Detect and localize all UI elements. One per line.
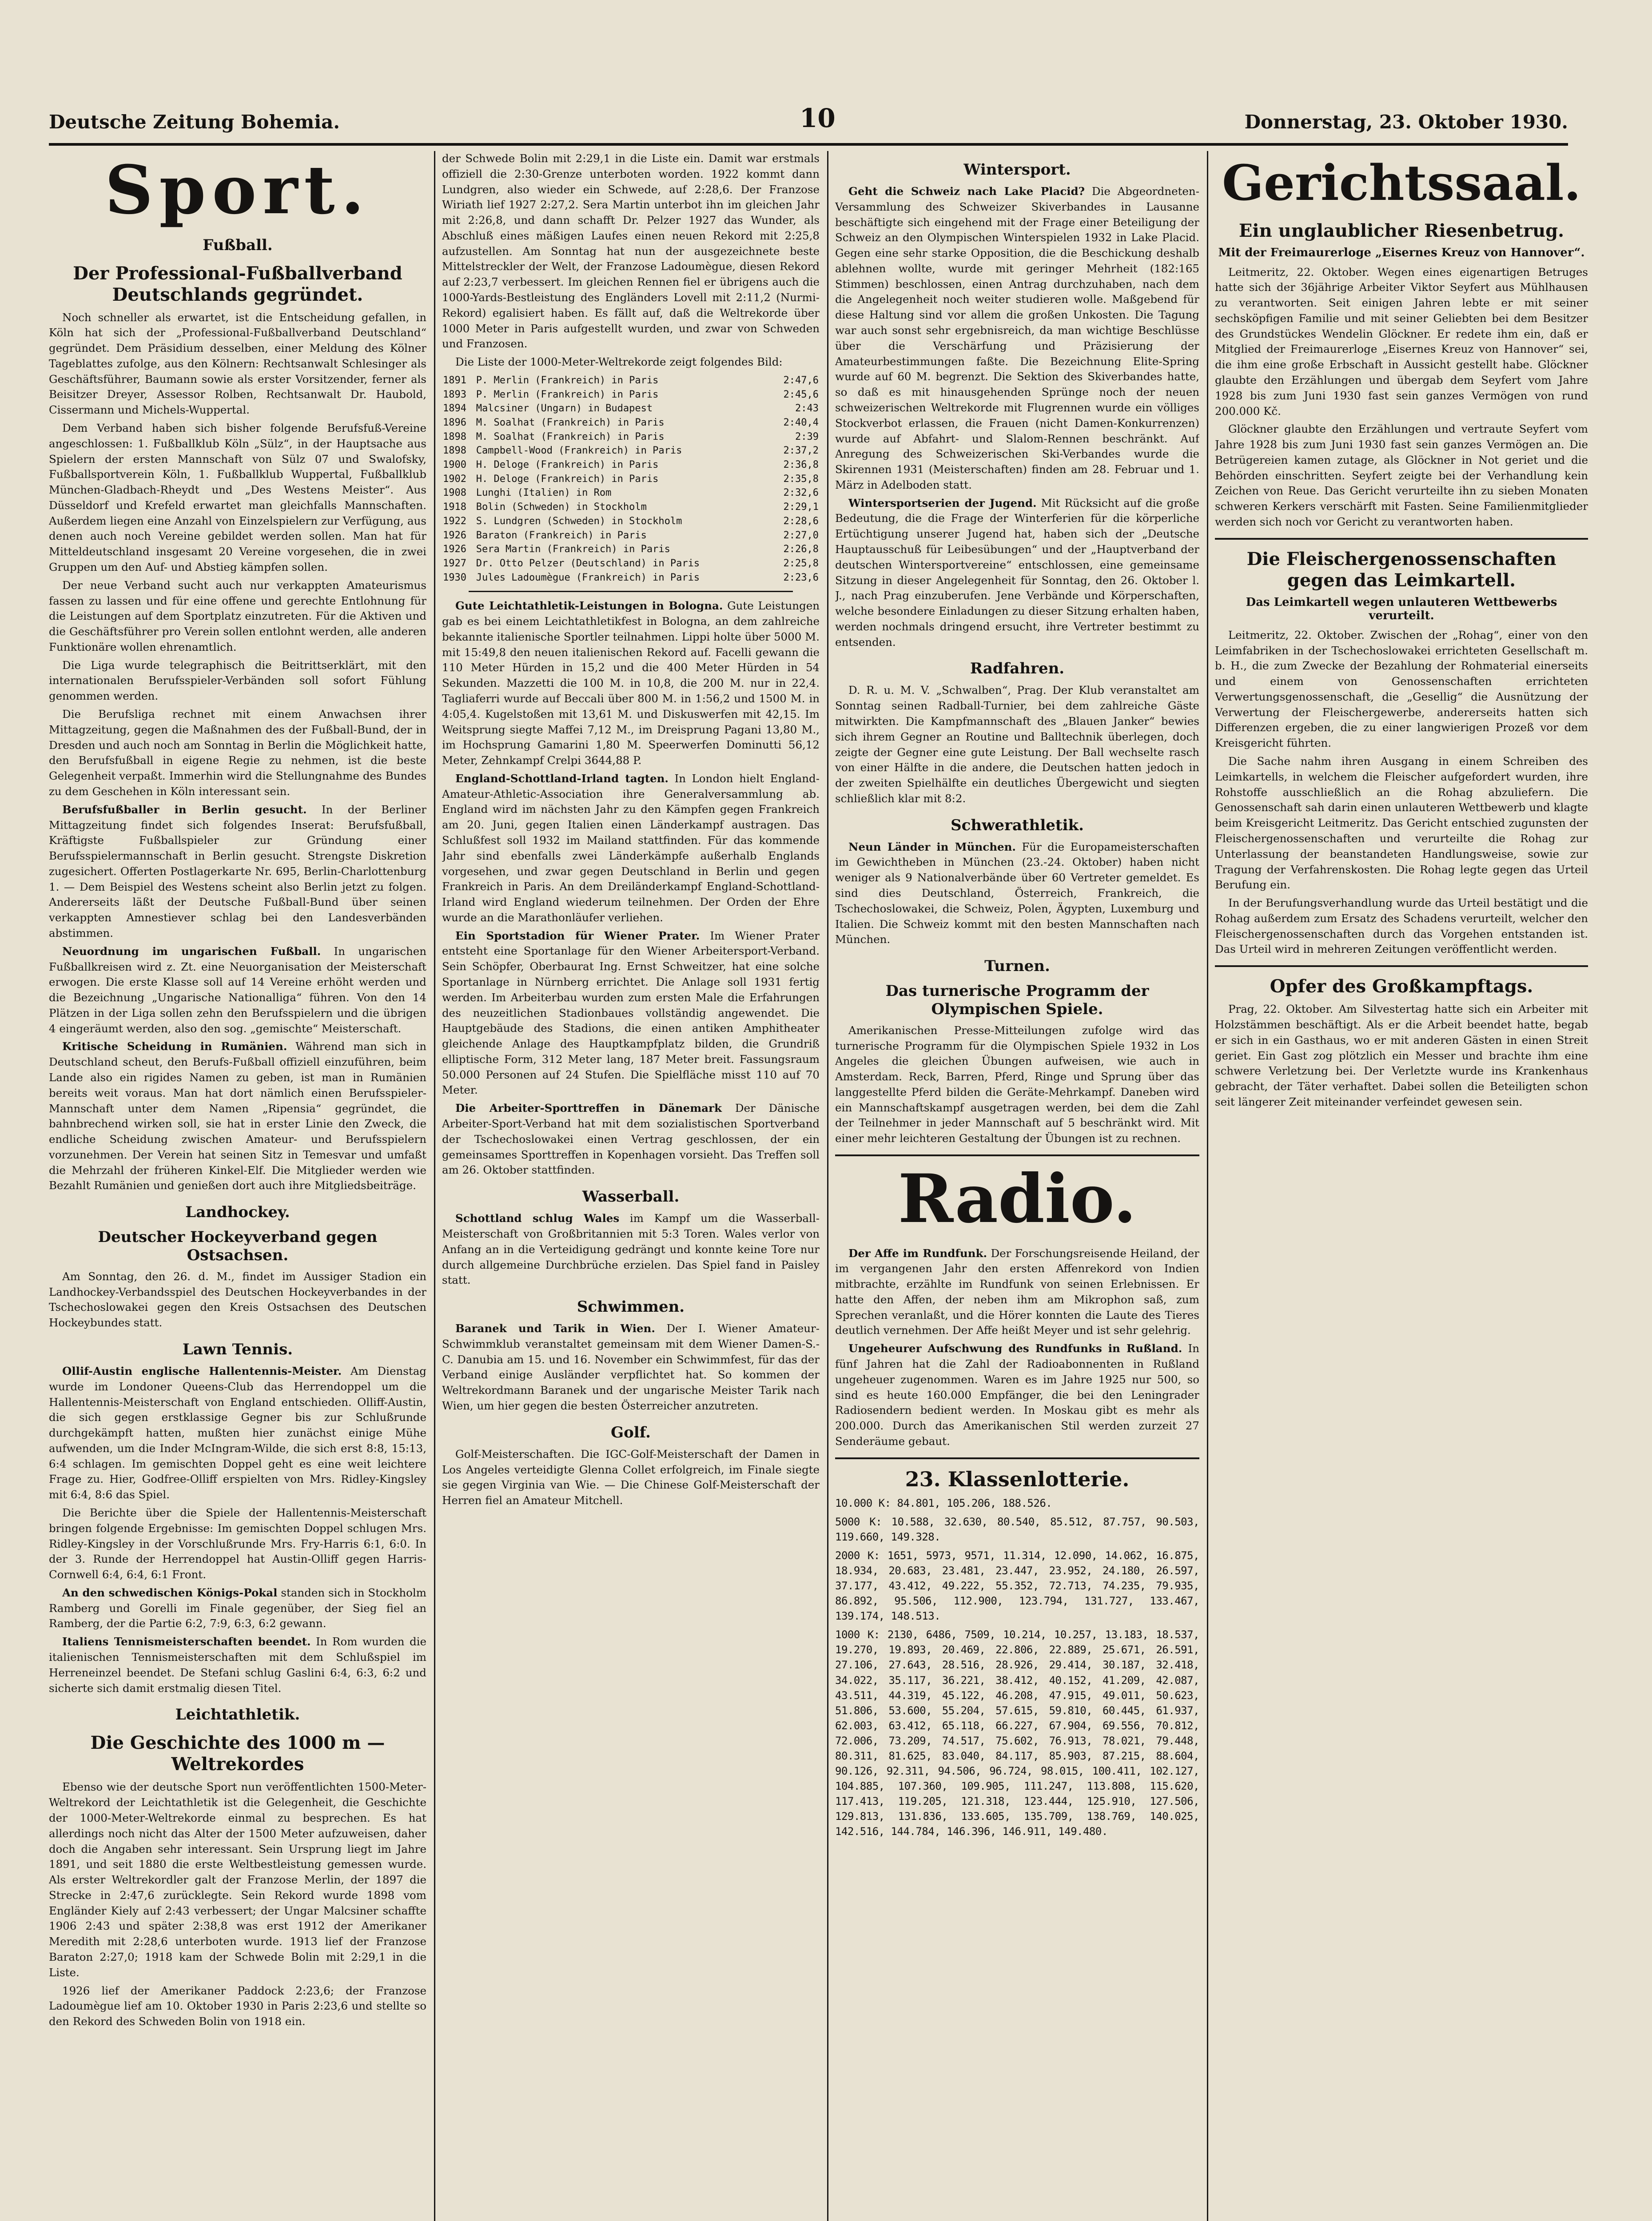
record-year: 1927 <box>443 557 466 569</box>
record-year: 1902 <box>443 473 466 485</box>
record-year: 1900 <box>443 459 466 471</box>
article-paragraph: Amerikanischen Presse-Mitteilungen zufolge wird das turnerische Programm für die Olympischen Spiele 1932 in Los Angeles die gleichen Übungen aufweisen, wie auch in Amsterdam. Reck, Barren, Pferd, Ringe und Sprung über das langgestellte Pferd bilden die Geräte-Mehrkampf. Daneben wird ein Mannschaftskampf ausgetragen werden, bei dem die Zahl der Teilnehmer in jeder Mannschaft auf 5 beschränkt wird. Mit einer mehr leichteren Gestaltung der Übungen ist zu rechnen. <box>835 1023 1199 1145</box>
article-text: Der Dänische Arbeiter-Sport-Verband hat mit dem sozialistischen Sportverband der Tschechoslowakei einen Vertrag geschlossen, der ein gemeinsames Sporttreffen in Kopenhagen vorsieht. Das Treffen soll am 26. Oktober stattfinden. <box>442 1102 820 1177</box>
column-rule <box>827 151 828 2221</box>
inline-headline: Schottland schlug Wales <box>455 1212 620 1225</box>
article-text: Der Forschungsreisende Heiland, der im vergangenen Jahr den ersten Affenrekord von Indien mitbrachte, erzählte im Rundfunk von seinen Erlebnissen. Er hatte den Affen, der neben ihm am Mikrophon saß, zum Sprechen veranlaßt, und die Hörer konnten die Laute des Tieres deutlich vernehmen. Der Affe heißt Meyer und ist sehr gelehrig. <box>835 1246 1199 1337</box>
record-row <box>442 557 820 571</box>
record-holder: Campbell-Wood (Frankreich) in Paris <box>476 445 682 457</box>
record-holder: Dr. Otto Pelzer (Deutschland) in Paris <box>476 557 700 569</box>
rubric-wasserball: Wasserball. <box>582 1188 680 1206</box>
record-holder: Baraton (Frankreich) in Paris <box>476 529 647 541</box>
headline-olympia: Das turnerische Programm der Olympischen Spiele. <box>885 982 1149 1018</box>
article-text: Der I. Wiener Amateur-Schwimmklub veranstaltet gemeinsam mit dem Wiener Damen-S.-C. Danubia am 15. und 16. November ein Schwimmfest, für das der Verband einige Ausländer verpflichtet hat. So kommen der Weltrekordmann Baranek und der ungarische Meister Tarik nach Wien, um hier gegen die besten Österreicher anzutreten. <box>442 1322 820 1412</box>
record-holder: Malcsiner (Ungarn) in Budapest <box>476 403 653 414</box>
inline-headline: An den schwedischen Königs-Pokal <box>62 1586 278 1599</box>
record-time: 2:45,6 <box>783 389 819 400</box>
lottery-numbers-1000: 1000 K: 2130, 6486, 7509, 10.214, 10.257, 13.183, 18.537, 19.270, 19.893, 20.469, 22.806, 22.889, 25.671, 26.591, 27.106, 27.643, 28.516, 28.926, 29.414, 30.187, 32.418, 34.022, 35.117, 36.221, 38.412, 40.152, 41.209, 42.087, 43.511, 44.319, 45.122, 46.208, 47.915, 49.011, 50.623, 51.806, 53.600, 55.204, 57.615, 59.810, 60.445, 61.937, 62.003, 63.412, 65.118, 66.227, 67.904, 69.556, 70.812, 72.006, 73.209, 74.517, 75.602, 76.913, 78.021, 79.448, 80.311, 81.625, 83.040, 84.117, 85.903, 87.215, 88.604, 90.126, 92.311, 94.506, 96.724, 98.015, 100.411, 102.127, 104.885, 107.360, 109.905, 111.247, 113.808, 115.620, 117.413, 119.205, 121.318, 123.444, 125.910, 127.506, 129.813, 131.836, 133.605, 135.709, 138.769, 140.025, 142.516, 144.784, 146.396, 146.911, 149.480. <box>835 1628 1199 1838</box>
record-time: 2:32,6 <box>783 487 819 499</box>
record-row <box>442 472 820 486</box>
inline-headline: England-Schottland-Irland tagten. <box>455 772 669 785</box>
inline-headline: Ungeheurer Aufschwung des Rundfunks in Rußland. <box>848 1342 1182 1355</box>
inline-headline: Neun Länder in München. <box>848 840 1016 853</box>
record-holder: M. Soalhat (Frankreich) in Paris <box>476 431 665 442</box>
inline-headline: Kritische Scheidung in Rumänien. <box>62 1040 287 1053</box>
record-holder: H. Deloge (Frankreich) in Paris <box>476 459 659 471</box>
record-row <box>442 514 820 529</box>
article-paragraph: Die Berufsliga rechnet mit einem Anwachsen ihrer Mittagzeitung, gegen die Maßnahmen des der Fußball-Bund, der in Dresden und auch noch am Sonntag in Berlin die Möglichkeit hatte, den Berufsfußball in eigene Regie zu nehmen, ist die beste Gelegenheit verpaßt. Immerhin wird die Stellungnahme des Bundes zu dem Geschehen in Köln interessant sein. <box>49 708 426 798</box>
record-row <box>442 402 820 416</box>
subheadline: Das Leimkartell wegen unlauteren Wettbewerbs verurteilt. <box>1246 595 1557 622</box>
record-time: 2:39 <box>795 431 819 442</box>
record-row <box>442 542 820 557</box>
record-time: 2:36,8 <box>783 459 819 471</box>
article-text: standen sich in Stockholm Ramberg und Gorelli im Finale gegenüber, der Sieg fiel an Ramberg, der die Partie 6:2, 7:9, 6:3, 6:2 gewann. <box>49 1586 426 1630</box>
rubric-radfahren: Radfahren. <box>970 660 1065 678</box>
record-time: 2:43 <box>795 403 819 414</box>
rubric-tennis: Lawn Tennis. <box>182 1340 293 1358</box>
record-row <box>442 500 820 514</box>
record-row <box>442 486 820 500</box>
divider <box>469 591 793 592</box>
record-year: 1908 <box>443 487 466 499</box>
column-sport <box>49 151 426 2221</box>
record-time: 2:26,8 <box>783 544 819 555</box>
record-year: 1926 <box>443 544 466 555</box>
rubric-schwerathletik: Schwerathletik. <box>951 816 1084 834</box>
section-title-gerichtssaal: Gerichtssaal. <box>1222 154 1581 211</box>
headline-1000m: Die Geschichte des 1000 m — Weltrekordes <box>90 1732 385 1775</box>
article-text: Für die Europameisterschaften im Gewichtheben in München (23.-24. Oktober) haben nicht weniger als 9 Nationalverbände über 60 Vertreter gemeldet. Es sind dies Deutschland, Österreich, Frankreich, die Tschechoslowakei, die Schweiz, Polen, Ägypten, Luxemburg und Italien. Die Schweiz kommt mit den besten Mannschaften nach München. <box>835 840 1199 946</box>
inline-headline: Geht die Schweiz nach Lake Placid? <box>848 185 1085 198</box>
inline-headline: Neuordnung im ungarischen Fußball. <box>62 944 321 958</box>
section-title-sport: Sport. <box>105 151 370 229</box>
inline-headline: Ein Sportstadion für Wiener Prater. <box>455 929 700 942</box>
record-time: 2:28,6 <box>783 515 819 527</box>
column-wintersport-radio <box>835 151 1199 2221</box>
record-year: 1898 <box>443 431 466 442</box>
records-table <box>442 374 820 585</box>
record-time: 2:37,2 <box>783 445 819 457</box>
divider <box>1215 538 1588 540</box>
record-year: 1893 <box>443 389 466 400</box>
divider <box>835 1154 1199 1156</box>
record-year: 1918 <box>443 502 466 513</box>
record-holder: Sera Martin (Frankreich) in Paris <box>476 544 670 555</box>
lottery-numbers-10000: 10.000 K: 84.801, 105.206, 188.526. <box>835 1497 1052 1509</box>
headline-profi-verband: Der Professional-Fußballverband Deutschlands gegründet. <box>73 263 402 305</box>
record-year: 1930 <box>443 572 466 583</box>
article-text: In Rom wurden die italienischen Tennismeisterschaften mit dem Schlußspiel im Herreneinzel beendet. De Stefani schlug Gaslini 6:4, 6:3, 6:2 und sicherte sich damit erstmalig diesen Titel. <box>49 1635 426 1695</box>
rubric-golf: Golf. <box>611 1423 651 1441</box>
headline-hockey: Deutscher Hockeyverband gegen Ostsachsen. <box>98 1228 378 1265</box>
article-paragraph: Ebenso wie der deutsche Sport nun veröffentlichten 1500-Meter-Weltrekord der Leichtathletik ist die Gelegenheit, die Geschichte der 1000-Meter-Weltrekorde einmal zu besprechen. Es hat allerdings noch nicht das Alter der 1500 Meter aufzuweisen, daher doch die Angaben sehr interessant. Sein Ursprung liegt im Jahre 1891, und seit 1880 die erste Weltbestleistung gemessen wurde. Als erster Weltrekordler galt der Franzose Merlin, der 1897 die Strecke in 2:47,6 zurücklegte. Sein Rekord wurde 1898 vom Engländer Kiely auf 2:43 verbessert; der Ungar Malcsiner schaffte 1906 2:43 und später 2:38,8 was erst 1912 der Amerikaner Meredith mit 2:28,6 unterboten wurde. 1913 lief der Franzose Baraton 2:27,0; 1918 kam der Schwede Bolin mit 2:29,1 in die Liste. <box>49 1780 426 1979</box>
record-holder: Bolin (Schweden) in Stockholm <box>476 502 647 513</box>
article-paragraph: Prag, 22. Oktober. Am Silvestertag hatte sich ein Arbeiter mit Holzstämmen beschäftigt. Als er die Arbeit beendet hatte, begab er sich in ein Gasthaus, wo er mit anderen Gästen in einen Streit geriet. Ein Gast zog plötzlich ein Messer und brachte ihm eine schwere Verletzung bei. Der Verletzte wurde ins Krankenhaus gebracht, der Täter verhaftet. Dabei sollen die Beteiligten schon seit längerer Zeit miteinander verfeindet gewesen sein. <box>1215 1003 1588 1108</box>
record-holder: H. Deloge (Frankreich) in Paris <box>476 473 659 485</box>
article-text: Die Abgeordneten-Versammlung des Schweizer Skiverbandes in Lausanne beschäftigte sich eingehend mit der Frage einer Beteiligung der Schweiz an den Olympischen Winterspielen 1932 in Lake Placid. Gegen eine sehr starke Opposition, die die Beschickung deshalb ablehnen wollte, wurde mit geringer Mehrheit (182:165 Stimmen) beschlossen, einen Antrag durchzuhaben, nach dem die Angelegenheit noch weiter studieren wolle. Maßgebend für diese Haltung sind vor allem die großen Unkosten. Die Tagung war auch sonst sehr ergebnisreich, da man wichtige Beschlüsse über die Verschärfung und Präzisierung der Amateurbestimmungen faßte. Die Bezeichnung Elite-Spring wurde auf 60 M. begrenzt. Die Sektion des Skiverbandes hatte, so daß es mit hinausgehenden Sprünge noch der neuen schweizerischen Weltrekorde mit Flugrennen wurde ein völliges Stockverbot erlassen, die Frauen (nicht Damen-Konkurrenzen) wurde auf Abfahrt- und Slalom-Rennen beschränkt. Auf Anregung des Schweizerischen Ski-Verbandes wurde die Skirennen 1931 (Meisterschaften) finden am 28. Februar und 1. März in Adelboden statt. <box>835 185 1199 491</box>
article-text: In der Berliner Mittagzeitung findet sich folgendes Inserat: Berufsfußball, Kräftigste Fußballspieler zur Gründung einer Berufsspielermannschaft in Berlin gesucht. Strengste Diskretion zugesichert. Offerten Postlagerkarte Nr. 695, Berlin-Charlottenburg 1. — Dem Beispiel des Westens scheint also Berlin jetzt zu folgen. Andererseits läßt der Deutsche Fußball-Bund über seinen verkappten Amnestiever schlag bei den Landesverbänden abstimmen. <box>49 803 426 939</box>
article-paragraph: 1926 lief der Amerikaner Paddock 2:23,6; der Franzose Ladoumègue lief am 10. Oktober 1930 in Paris 2:23,6 und stellte so den Rekord des Schweden Bolin von 1918 ein. <box>49 1984 426 2028</box>
newspaper-name: Deutsche Zeitung Bohemia. <box>49 111 340 133</box>
inline-headline: Italiens Tennismeisterschaften beendet. <box>62 1635 311 1648</box>
record-year: 1894 <box>443 403 466 414</box>
page-header <box>49 103 1568 146</box>
record-time: 2:35,8 <box>783 473 819 485</box>
record-holder: S. Lundgren (Schweden) in Stockholm <box>476 515 682 527</box>
record-time: 2:25,8 <box>783 557 819 569</box>
record-row <box>442 444 820 458</box>
record-year: 1922 <box>443 515 466 527</box>
record-row <box>442 416 820 430</box>
article-paragraph: Glöckner glaubte den Erzählungen und vertraute Seyfert vom Jahre 1928 bis zum Juni 1930 fast sein ganzes Vermögen an. Die Betrügereien kamen zutage, als Glöckner in Not geriet und die Behörden einschritten. Seyfert zeigte bei der Verhandlung kein Zeichen von Reue. Das Gericht verurteilte ihn zu sieben Monaten schweren Kerkers verschärft mit Fasten. Seine Familienmitglieder werden sich noch vor Gericht zu verantworten haben. <box>1215 422 1588 528</box>
record-time: 2:23,6 <box>783 572 819 583</box>
inline-headline: Gute Leichtathletik-Leistungen in Bologna. <box>455 599 723 613</box>
record-time: 2:29,1 <box>783 502 819 513</box>
article-text: In fünf Jahren hat die Zahl der Radioabonnenten in Rußland ungeheuer zugenommen. Waren es im Jahre 1925 nur 500, so sind es heute 160.000 Empfänger, die bei den Leningrader Radiosendern bedient werden. In Moskau gibt es mehr als 200.000. Durch das Amerikanischen Stil werden zurzeit 27 Senderäume gebaut. <box>835 1342 1199 1448</box>
article-text: im Kampf um die Wasserball-Meisterschaft von Großbritannien mit 5:3 Toren. Wales verlor von Anfang an in die Verteidigung gedrängt und konnte keine Tore nur durch allgemeine Durchbrüche erzielen. Das Spiel fand in Paisley statt. <box>442 1212 820 1287</box>
article-paragraph: Die Liga wurde telegraphisch die Beitrittserklärt, mit den internationalen Berufsspieler-Verbänden soll sofort Fühlung genommen werden. <box>49 658 426 703</box>
record-row <box>442 458 820 472</box>
divider <box>835 1457 1199 1459</box>
article-paragraph: Die Sache nahm ihren Ausgang in einem Schreiben des Leimkartells, in welchem die Fleischer aufgefordert wurden, ihre Rohstoffe ausschließlich an die Rohag abzuliefern. Die Genossenschaft sah darin einen unlauteren Wettbewerb und klagte beim Kreisgericht Leitmeritz. Das Gericht entschied zugunsten der Fleischergenossenschaften und verurteilte die Rohag zur Unterlassung der beanstandeten Handlungsweise, sowie zur Tragung der Verfahrenskosten. Die Rohag legte gegen das Urteil Berufung ein. <box>1215 755 1588 892</box>
article-paragraph: Die Berichte über die Spiele der Hallentennis-Meisterschaft bringen folgende Ergebnisse: Im gemischten Doppel schlugen Mrs. Ridley-Kingsley in der Vorschlußrunde Mrs. Fry-Harris 6:1, 6:0. In der 3. Runde der Herrendoppel hat Austin-Olliff gegen Harris-Cornwell 6:4, 6:4, 6:1 Front. <box>49 1506 426 1581</box>
article-paragraph: Leitmeritz, 22. Oktober. Wegen eines eigenartigen Betruges hatte sich der 36jährige Arbeiter Viktor Seyfert aus Mühlhausen zu verantworten. Seit einigen Jahren lebte er mit seiner sechsköpfigen Familie und mit seiner Geliebten bei dem Besitzer des Grundstückes Wendelin Glöckner. Er redete ihm ein, daß er Mitglied der Freimaurerloge „Eisernes Kreuz von Hannover“ sei, die ihm eine große Erbschaft in Aussicht gestellt habe. Glöckner glaubte den Erzählungen und übergab dem Seyfert vom Jahre 1928 bis zum Juni 1930 fast sein ganzes Vermögen von rund 200.000 Kč. <box>1215 265 1588 418</box>
inline-headline: Wintersportserien der Jugend. <box>848 496 1037 509</box>
headline-riesenbetrug: Ein unglaublicher Riesenbetrug. <box>1238 220 1564 241</box>
article-text: Im Wiener Prater entsteht eine Sportanlage für den Wiener Arbeitersport-Verband. Sein Schöpfer, Oberbaurat Ing. Ernst Schweitzer, hat eine solche Sportanlage in Nürnberg errichtet. Die Anlage soll 1931 fertig werden. Im Arbeiterbau wurden zum ersten Male die Erfahrungen des neuzeitlichen Stadionbaues vollständig angewendet. Die Hauptgebäude des Stadions, die einen antiken Amphitheater gleichende Anlage des Hauptkampfplatz bilden, die Grundriß elliptische Form, 312 Meter lang, 187 Meter breit. Fassungsraum 50.000 Personen auf 24 Stufen. Die Spielfläche misst 110 auf 70 Meter. <box>442 929 820 1097</box>
record-row <box>442 430 820 444</box>
article-paragraph: Die Liste der 1000-Meter-Weltrekorde zeigt folgendes Bild: <box>455 355 783 369</box>
record-year: 1896 <box>443 417 466 428</box>
column-sport-continued <box>442 151 820 2221</box>
record-year: 1898 <box>443 445 466 457</box>
inline-headline: Die Arbeiter-Sporttreffen in Dänemark <box>455 1102 722 1115</box>
lottery-title: 23. Klassenlotterie. <box>905 1467 1130 1491</box>
record-holder: P. Merlin (Frankreich) in Paris <box>476 389 659 400</box>
record-year: 1926 <box>443 529 466 541</box>
article-text: Gute Leistungen gab es bei einem Leichtathletikfest in Bologna, an dem zahlreiche bekannte italienische Sportler teilnahmen. Lippi holte über 5000 M. mit 15:49,8 den neuen italienischen Rekord auf. Facelli gewann die 110 Meter Hürden in 15,2 und die 400 Meter Hürden in 54 Sekunden. Mazzetti die 100 M. in 10,8, die 200 M. nur in 22,4. Tagliaferri wurde auf Beccali über 800 M. in 1:56,2 und 1500 M. in 4:05,4. Kugelstoßen mit 13,61 M. und Diskuswerfen mit 42,15. Im Weitsprung siegte Maffei 7,12 M., im Dreisprung Pagani 13,80 M., im Hochsprung Gamarini 1,80 M. Speerwerfen Dominutti 56,12 Meter, Zehnkampf Crelpi 3644,88 P. <box>442 599 820 767</box>
article-paragraph: der Schwede Bolin mit 2:29,1 in die Liste ein. Damit war erstmals offiziell die 2:30-Grenze unterboten worden. 1922 kommt dann Lundgren, also wieder ein Schwede, auf 2:28,6. Der Franzose Wiriath lief 1927 2:27,2. Sera Martin unterbot ihn im gleichen Jahr mit 2:26,8, und dann schafft Dr. Pelzer 1927 das Wunder, als Abschluß eines mäßigen Laufes einen neuen Rekord mit 2:25,8 aufzustellen. Am Sonntag hat nun der ausgezeichnete beste Mittelstreckler der Welt, der Franzose Ladoumègue, diesen Rekord auf 2:23,7 verbessert. Im gleichen Rennen fiel er übrigens auch die 1000-Yards-Bestleistung des Engländers Lovell mit 2:11,2 (Nurmi-Rekord) egalisiert haben. Es fällt auf, daß die Weltrekorde über 1000 Meter in Paris aufgestellt wurden, und zwar von Schweden und Franzosen. <box>442 152 820 350</box>
article-paragraph: D. R. u. M. V. „Schwalben“, Prag. Der Klub veranstaltet am Sonntag seinen Radball-Turnier, bei dem zahlreiche Gäste mitwirkten. Die Kampfmannschaft des „Blauen Janker“ bewies sich ihrem Gegner an Routine und Balltechnik überlegen, doch zeigte der Gegner eine gute Leistung. Der Ball wechselte rasch von einer Hälfte in die andere, die Deutschen hatten jedoch in der zweiten Spielhälfte ein deutliches Übergewicht und siegten schließlich klar mit 8:2. <box>835 684 1199 805</box>
article-text: In ungarischen Fußballkreisen wird z. Zt. eine Neuorganisation der Meisterschaft erwogen. Die erste Klasse soll auf 14 Vereine erhöht werden und die Bezeichnung „Ungarische Nationalliga“ führen. Von den 14 Plätzen in der Liga sollen zehn den Berufsspielern und die übrigen 4 eingeräumt werden, also den sog. „gemischte“ Meisterschaft. <box>49 944 426 1035</box>
article-text: Während man sich in Deutschland scheut, den Berufs-Fußball offiziell einzuführen, beim Lande also ein rigides Namen zu geben, ist man in Rumänien bereits weit voraus. Man hat dort nämlich einen Berufsspieler-Mannschaft unter dem Namen „Ripensia“ gegründet, die bahnbrechend wirken soll, sie hat in erster Linie den Zweck, die endliche Scheidung zwischen Amateur- und Berufsspielern vorzunehmen. Der Verein hat seinen Sitz in Temesvar und umfaßt die Mehrzahl der früheren Kinkel-Elf. Die Mitglieder werden wie Bezahlt Rumänien und genießen dort auch ihre Mitgliedsbeiträge. <box>49 1040 426 1192</box>
rubric-schwimmen: Schwimmen. <box>577 1298 685 1316</box>
rubric-wintersport: Wintersport. <box>963 161 1071 179</box>
inline-headline: Berufsfußballer in Berlin gesucht. <box>62 803 307 816</box>
article-text: In London hielt England-Amateur-Athletic-Association ihre Generalversammlung ab. England wird im nächsten Jahr zu den Kämpfen gegen Frankreich am 20. Juni, gegen Italien einen Länderkampf austragen. Das Schlußfest soll 1932 im Mailand stattfinden. Für das kommende Jahr sind ebenfalls zwei Länderkämpfe außerhalb Englands vorgesehen, und zwar gegen Deutschland in Berlin und gegen Frankreich in Paris. An dem Dreiländerkampf England-Schottland-Irland wird England wiederum teilnehmen. Der Orden der Ehre wurde an die Marathonläufer verliehen. <box>442 772 820 924</box>
page-number: 10 <box>800 103 836 133</box>
record-holder: M. Soalhat (Frankreich) in Paris <box>476 417 665 428</box>
article-paragraph: Golf-Meisterschaften. Die IGC-Golf-Meisterschaft der Damen in Los Angeles verteidigte Glenna Collet erfolgreich, im Finale siegte sie gegen Virginia van Wie. — Die Chinese Golf-Meisterschaft der Herren fiel an Amateur Mitchell. <box>442 1447 820 1507</box>
rubric-landhockey: Landhockey. <box>185 1203 290 1222</box>
article-text: Mit Rücksicht auf die große Bedeutung, die die Frage der Winterferien für die körperliche Ertüchtigung unserer Jugend hat, haben sich der „Deutsche Hauptausschuß für Leibesübungen“ und der „Hauptverband der deutschen Wintersportvereine“ entschlossen, eine gemeinsame Sitzung in dieser Angelegenheit für Sonntag, den 26. Oktober l. J., nach Prag einzuberufen. Jene Verbände und Körperschaften, welche besondere Einladungen zu dieser Sitzung erhalten haben, werden nochmals dringend ersucht, ihre Vertreter bestimmt zu entsenden. <box>835 496 1199 649</box>
issue-date: Donnerstag, 23. Oktober 1930. <box>1244 111 1568 133</box>
article-paragraph: Am Sonntag, den 26. d. M., findet im Aussiger Stadion ein Landhockey-Verbandsspiel des Deutschen Hockeyverbandes in der Tschechoslowakei gegen den Kreis Ostsachsen des Deutschen Hockeybundes statt. <box>49 1270 426 1329</box>
lottery-numbers-2000: 2000 K: 1651, 5973, 9571, 11.314, 12.090, 14.062, 16.875, 18.934, 20.683, 23.481, 23.447, 23.952, 24.180, 26.597, 37.177, 43.412, 49.222, 55.352, 72.713, 74.235, 79.935, 86.892, 95.506, 112.900, 123.794, 131.727, 133.467, 139.174, 148.513. <box>835 1549 1199 1623</box>
record-holder: P. Merlin (Frankreich) in Paris <box>476 374 659 386</box>
record-row <box>442 571 820 585</box>
inline-headline: Ollif-Austin englische Hallentennis-Meister. <box>62 1364 342 1377</box>
rubric-leichtathletik: Leichtathletik. <box>175 1706 300 1724</box>
article-paragraph: Dem Verband haben sich bisher folgende Berufsfuß-Vereine angeschlossen: 1. Fußballklub Köln „Sülz“, in der Hauptsache aus Spielern der ersten Mannschaft von Sülz 07 und Swalofsky, Fußballsportverein Köln, 1. Fußballklub Wuppertal, Fußballklub München-Gladbach-Rheydt und „Des Westens Meister“. Aus Düsseldorf und Krefeld erwartet man gleichfalls Mannschaften. Außerdem liegen eine Anzahl von Einzelspielern zur Verfügung, aus denen auch noch Vereine gebildet werden sollen. Man hat für Mitteldeutschland insgesamt 20 Vereine vorgesehen, die in zwei Gruppen um den Auf- und Abstieg kämpfen sollen. <box>49 421 426 573</box>
inline-headline: Baranek und Tarik in Wien. <box>455 1322 655 1335</box>
subheadline: Mit der Freimaurerloge „Eisernes Kreuz von Hannover“. <box>1218 246 1585 259</box>
rubric-turnen: Turnen. <box>984 957 1050 975</box>
record-time: 2:47,6 <box>783 374 819 386</box>
divider <box>1215 965 1588 967</box>
inline-headline: Der Affe im Rundfunk. <box>848 1246 987 1260</box>
record-time: 2:27,0 <box>783 529 819 541</box>
article-paragraph: Leitmeritz, 22. Oktober. Zwischen der „Rohag“, einer von den Leimfabriken in der Tschechoslowakei errichteten Gesellschaft m. b. H., die zum Zwecke der Bezahlung der Rohmaterial einerseits und einem von Genossenschaften errichteten Verwertungsgenossenschaft, die „Gesellig“ die Ausnützung der Verwertung der Fleischergewerbe, andererseits hatten sich Differenzen ergeben, die zu einer langwierigen Prozeß vor dem Kreisgericht führten. <box>1215 628 1588 750</box>
column-rule <box>434 151 435 2221</box>
article-paragraph: Noch schneller als erwartet, ist die Entscheidung gefallen, in Köln hat sich der „Professional-Fußballverband Deutschland“ gegründet. Dem Präsidium desselben, einer Meldung des Kölner Tageblattes zufolge, aus den Kölnern: Rechtsanwalt Schlesinger als Geschäftsführer, Baumann sowie als erster Vorsitzender, ferner als Beisitzer Dreyer, Assessor Rolben, Rechtsanwalt Dr. Haubold, Cissermann und Michels-Wuppertal. <box>49 310 426 417</box>
headline-grosskampftag: Opfer des Großkampftags. <box>1270 976 1533 997</box>
column-gerichtssaal <box>1215 151 1588 2221</box>
rubric-fussball: Fußball. <box>203 236 273 254</box>
record-time: 2:40,4 <box>783 417 819 428</box>
record-row <box>442 374 820 388</box>
article-text: Am Dienstag wurde im Londoner Queens-Club das Herrendoppel um die Hallentennis-Meisterschaft von England entschieden. Olliff-Austin, die sich gegen erstklassige Gegner bis zur Schlußrunde durchgekämpft hatten, mußten hier zunächst einige Mühe aufwenden, um die Inder McIngram-Wilde, die sich erst 8:8, 15:13, 6:4 schlagen. Im gemischten Doppel geht es eine weit leichtere Frage zu. Hier, Godfree-Olliff erspielten von Mrs. Ridley-Kingsley mit 6:4, 8:6 das Spiel. <box>49 1364 426 1501</box>
headline-leimkartell: Die Fleischergenossenschaften gegen das Leimkartell. <box>1246 548 1556 591</box>
column-rule <box>1207 151 1208 2221</box>
record-holder: Lunghi (Italien) in Rom <box>476 487 612 499</box>
article-paragraph: In der Berufungsverhandlung wurde das Urteil bestätigt und die Rohag außerdem zum Ersatz des Schadens verurteilt, welcher den Fleischergenossenschaften durch das Vorgehen entstanden ist. Das Urteil wird in mehreren Zeitungen veröffentlicht werden. <box>1215 896 1588 956</box>
record-row <box>442 388 820 402</box>
record-row <box>442 529 820 543</box>
lottery-numbers-5000: 5000 K: 10.588, 32.630, 80.540, 85.512, 87.757, 90.503, 119.660, 149.328. <box>835 1515 1199 1543</box>
article-paragraph: Der neue Verband sucht auch nur verkappten Amateurismus fassen zu lassen und für eine offene und gerechte Entlohnung für die Leistungen auf dem Sportplatz einzutreten. Für die Aktiven und die Geschäftsführer pro Verein sollen entlohnt werden, alle anderen Funktionäre wollen ehrenamtlich. <box>49 578 426 653</box>
record-year: 1891 <box>443 374 466 386</box>
record-holder: Jules Ladoumègue (Frankreich) in Paris <box>476 572 700 583</box>
section-title-radio: Radio. <box>898 1160 1137 1238</box>
